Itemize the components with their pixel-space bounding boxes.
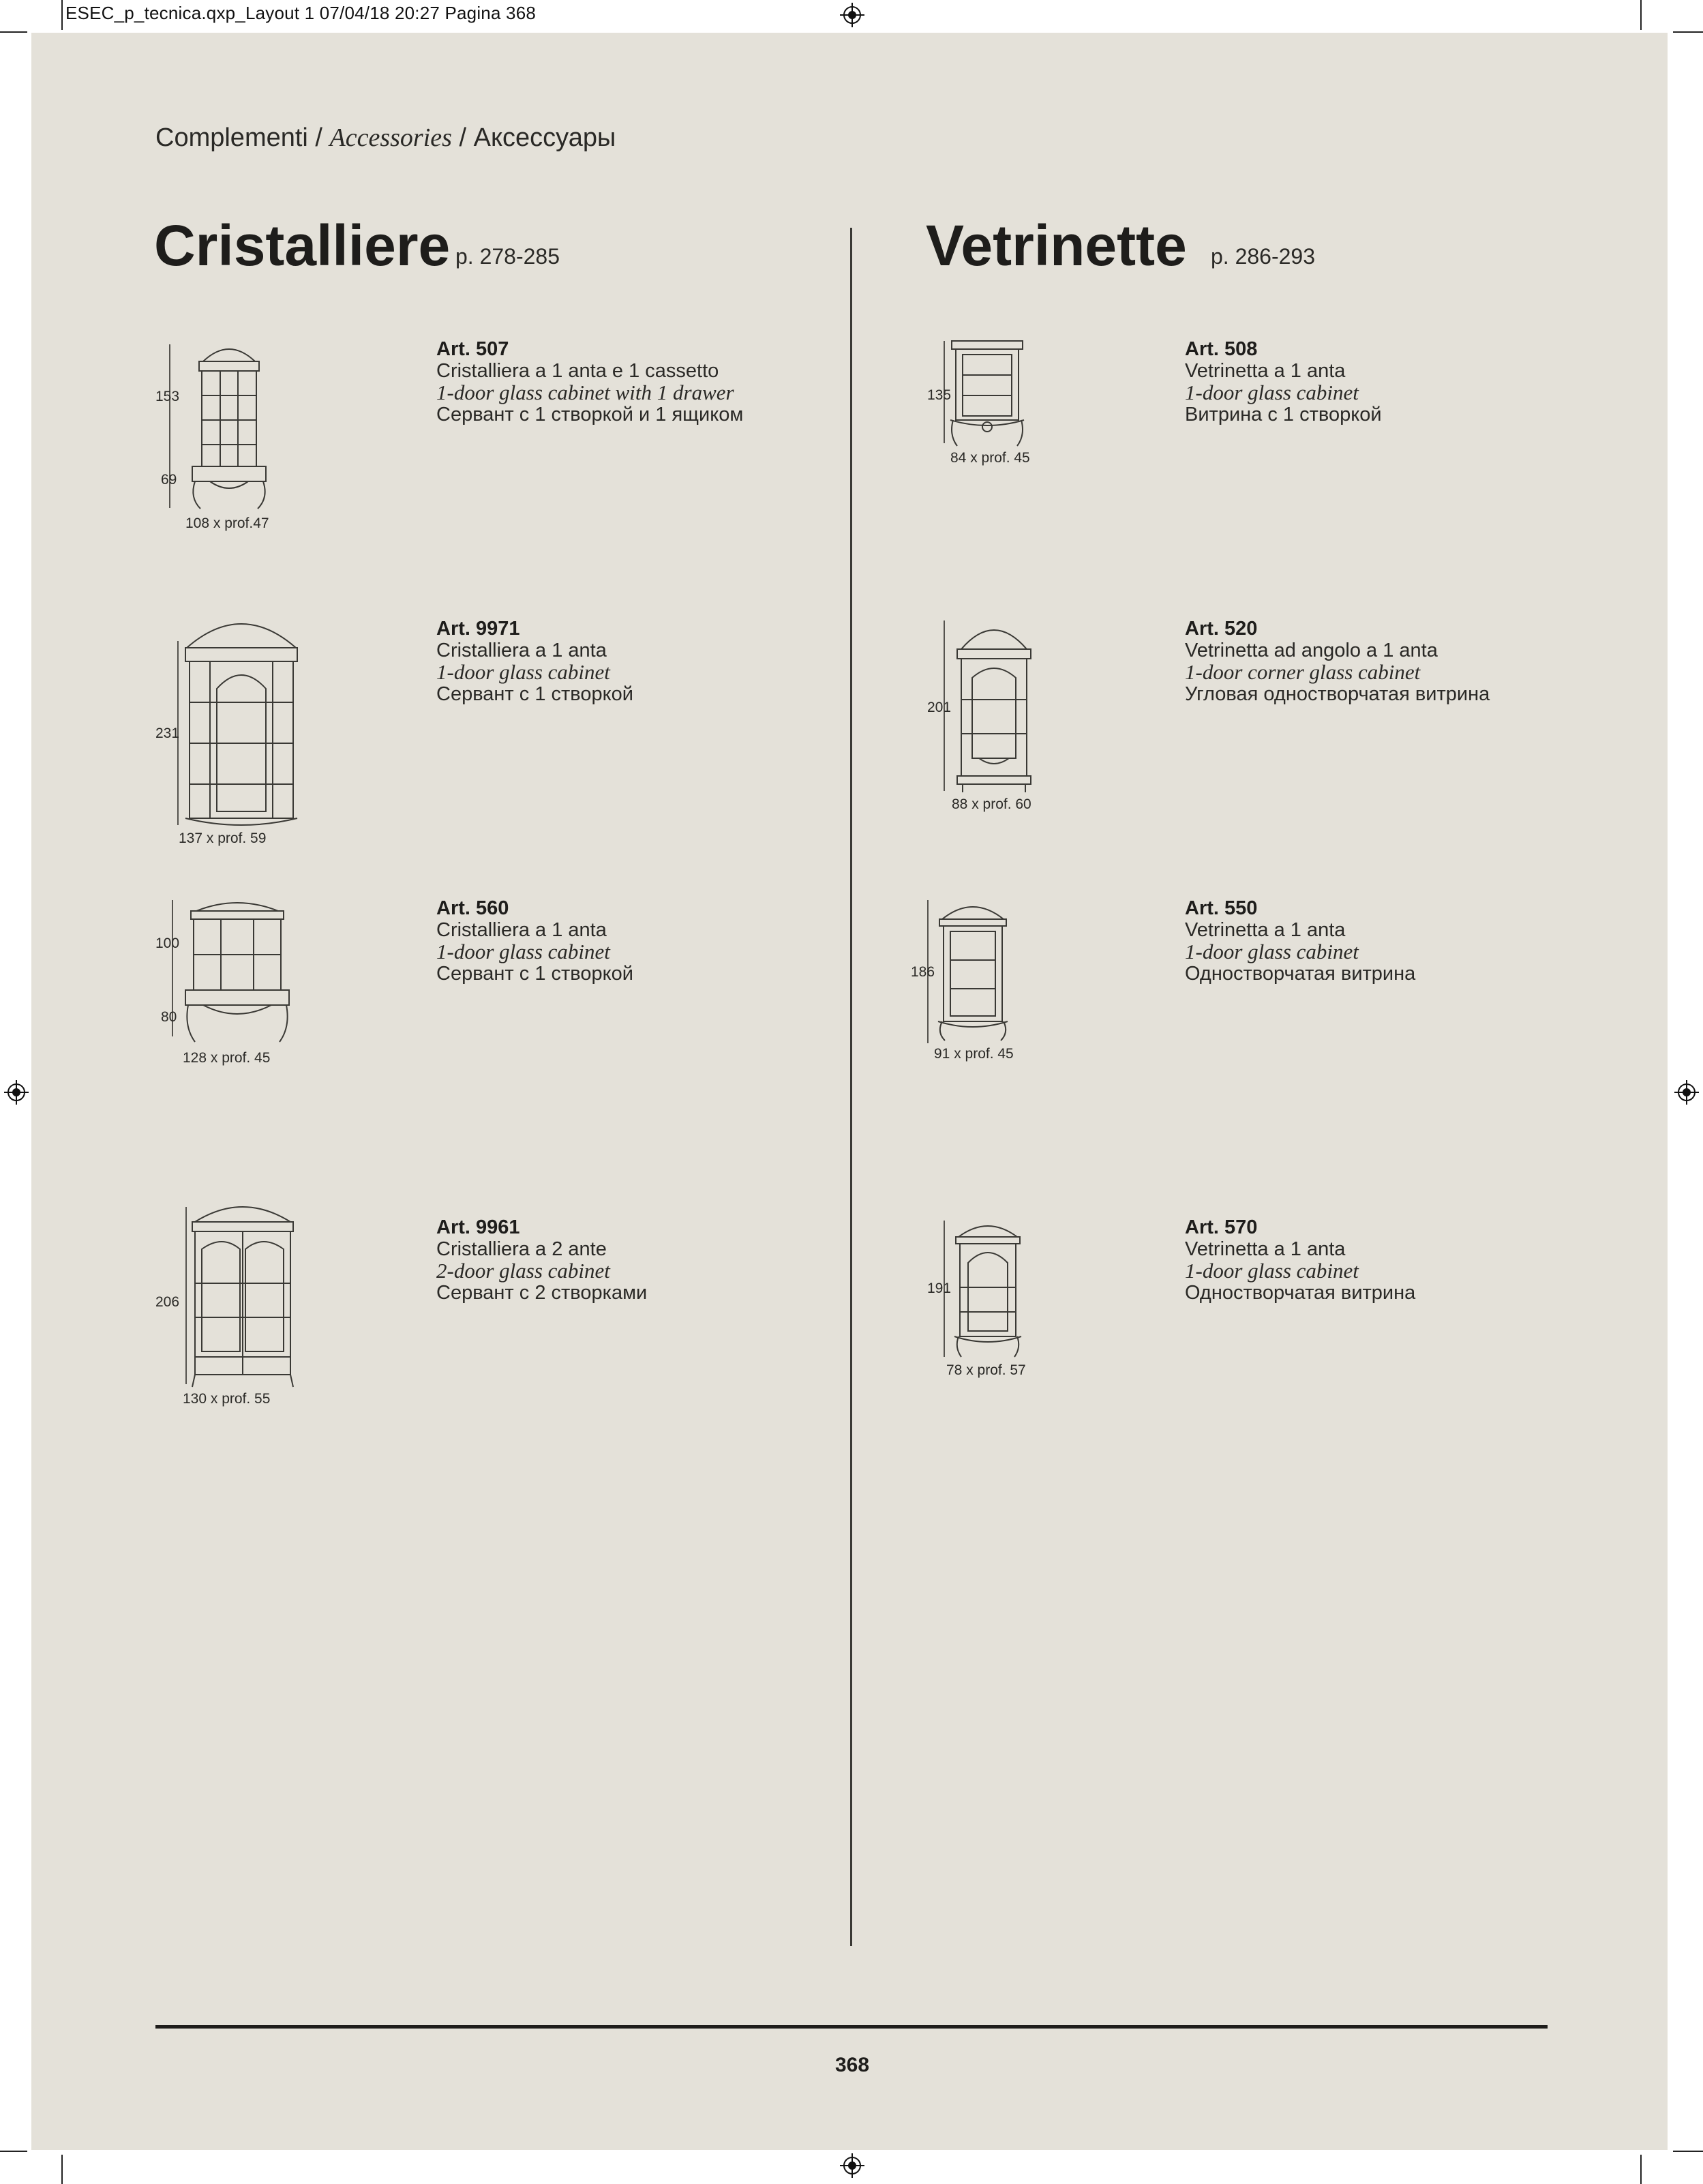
product-art-570 xyxy=(1185,1216,1415,1304)
cabinet-drawing-icon xyxy=(180,620,303,832)
crop-mark xyxy=(61,0,63,30)
section-pages-vetrinette: p. 286-293 xyxy=(1211,244,1316,269)
cabinet-drawing-icon xyxy=(935,899,1010,1042)
product-name-english: 1-door glass cabinet xyxy=(436,940,610,963)
product-name-italian: Vetrinetta a 1 anta xyxy=(1185,1238,1346,1260)
product-name-russian: Угловая одностворчатая витрина xyxy=(1185,683,1490,705)
height-dimension: 186 xyxy=(911,964,935,980)
product-art-508 xyxy=(1185,338,1382,425)
width-depth-dimension: 84 x prof. 45 xyxy=(950,450,1030,466)
registration-mark-icon xyxy=(4,1080,29,1105)
height-dimension: 135 xyxy=(927,387,952,403)
breadcrumb-english: Accessories xyxy=(329,123,452,152)
product-name-english: 1-door glass cabinet xyxy=(1185,940,1359,963)
cabinet-drawing-icon xyxy=(952,618,1036,794)
product-name-italian: Vetrinetta ad angolo a 1 anta xyxy=(1185,640,1438,661)
product-art-550 xyxy=(1185,897,1415,985)
height-dimension-top: 153 xyxy=(155,389,180,404)
product-name-english: 1-door glass cabinet with 1 drawer xyxy=(436,380,734,404)
product-name-russian: Витрина с 1 створкой xyxy=(1185,404,1382,425)
height-dimension-base: 69 xyxy=(161,472,177,488)
crop-mark xyxy=(1640,0,1642,30)
width-depth-dimension: 88 x prof. 60 xyxy=(952,796,1031,812)
product-name-russian: Одностворчатая витрина xyxy=(1185,1282,1416,1304)
product-name-italian: Vetrinetta a 1 anta xyxy=(1185,360,1346,382)
product-name-english: 1-door glass cabinet xyxy=(1185,1259,1359,1283)
height-dimension-line xyxy=(185,1207,187,1384)
page-paper xyxy=(31,33,1668,2150)
cabinet-drawing-icon xyxy=(183,341,275,511)
product-code: Art. 520 xyxy=(1185,618,1258,640)
crop-mark xyxy=(0,31,27,33)
breadcrumb xyxy=(155,123,616,153)
product-name-italian: Cristalliera a 1 anta xyxy=(436,919,607,941)
product-art-560 xyxy=(436,897,633,985)
registration-mark-icon xyxy=(840,2153,864,2178)
width-depth-dimension: 91 x prof. 45 xyxy=(934,1046,1014,1062)
breadcrumb-russian: / Аксессуары xyxy=(451,123,616,152)
height-dimension-base: 80 xyxy=(161,1009,177,1025)
section-title-cristalliere: Cristalliere xyxy=(154,213,451,278)
cabinet-drawing-icon xyxy=(188,1201,297,1388)
width-depth-dimension: 130 x prof. 55 xyxy=(183,1391,271,1407)
product-name-english: 1-door glass cabinet xyxy=(436,660,610,684)
product-code: Art. 508 xyxy=(1185,338,1258,360)
height-dimension: 206 xyxy=(155,1294,180,1310)
column-divider xyxy=(850,228,852,1946)
product-art-9971 xyxy=(436,618,633,705)
product-art-9961 xyxy=(436,1216,647,1304)
width-depth-dimension: 108 x prof.47 xyxy=(185,515,269,531)
page-number: 368 xyxy=(834,2054,870,2076)
cabinet-drawing-icon xyxy=(946,341,1028,447)
section-pages-cristalliere: p. 278-285 xyxy=(455,244,560,269)
product-code: Art. 570 xyxy=(1185,1216,1258,1238)
product-name-english: 1-door corner glass cabinet xyxy=(1185,660,1421,684)
width-depth-dimension: 78 x prof. 57 xyxy=(946,1362,1026,1378)
crop-mark xyxy=(1673,31,1703,33)
height-dimension: 201 xyxy=(927,700,952,715)
print-slug: ESEC_p_tecnica.qxp_Layout 1 07/04/18 20:27 Pagina 368 xyxy=(65,3,537,23)
crop-mark xyxy=(0,2151,27,2152)
product-name-italian: Cristalliera a 2 ante xyxy=(436,1238,607,1260)
product-name-english: 1-door glass cabinet xyxy=(1185,380,1359,404)
registration-mark-icon xyxy=(1674,1080,1699,1105)
product-code: Art. 507 xyxy=(436,338,509,360)
crop-mark xyxy=(61,2155,63,2184)
registration-mark-icon xyxy=(840,3,864,27)
width-depth-dimension: 128 x prof. 45 xyxy=(183,1050,271,1066)
product-code: Art. 550 xyxy=(1185,897,1258,919)
product-name-english: 2-door glass cabinet xyxy=(436,1259,610,1283)
product-art-507 xyxy=(436,338,743,425)
product-name-russian: Сервант с 1 створкой xyxy=(436,963,633,985)
product-name-russian: Сервант с 1 створкой xyxy=(436,683,633,705)
crop-mark xyxy=(1673,2151,1703,2152)
height-dimension: 191 xyxy=(927,1281,952,1296)
product-name-russian: Сервант с 2 створками xyxy=(436,1282,648,1304)
footer-rule xyxy=(155,2025,1548,2029)
product-name-russian: Сервант с 1 створкой и 1 ящиком xyxy=(436,404,744,425)
product-name-italian: Cristalliera a 1 anta xyxy=(436,640,607,661)
crop-mark xyxy=(1640,2155,1642,2184)
height-dimension-top: 100 xyxy=(155,936,180,951)
breadcrumb-italian: Complementi / xyxy=(155,123,330,152)
product-code: Art. 560 xyxy=(436,897,509,919)
section-title-vetrinette: Vetrinette xyxy=(926,213,1187,278)
cabinet-drawing-icon xyxy=(183,900,292,1045)
product-code: Art. 9961 xyxy=(436,1216,520,1238)
product-name-italian: Vetrinetta a 1 anta xyxy=(1185,919,1346,941)
cabinet-drawing-icon xyxy=(952,1219,1024,1358)
product-name-russian: Одностворчатая витрина xyxy=(1185,963,1416,985)
product-code: Art. 9971 xyxy=(436,618,520,640)
width-depth-dimension: 137 x prof. 59 xyxy=(179,831,267,846)
height-dimension: 231 xyxy=(155,725,180,741)
product-name-italian: Cristalliera a 1 anta e 1 cassetto xyxy=(436,360,719,382)
product-art-520 xyxy=(1185,618,1490,705)
